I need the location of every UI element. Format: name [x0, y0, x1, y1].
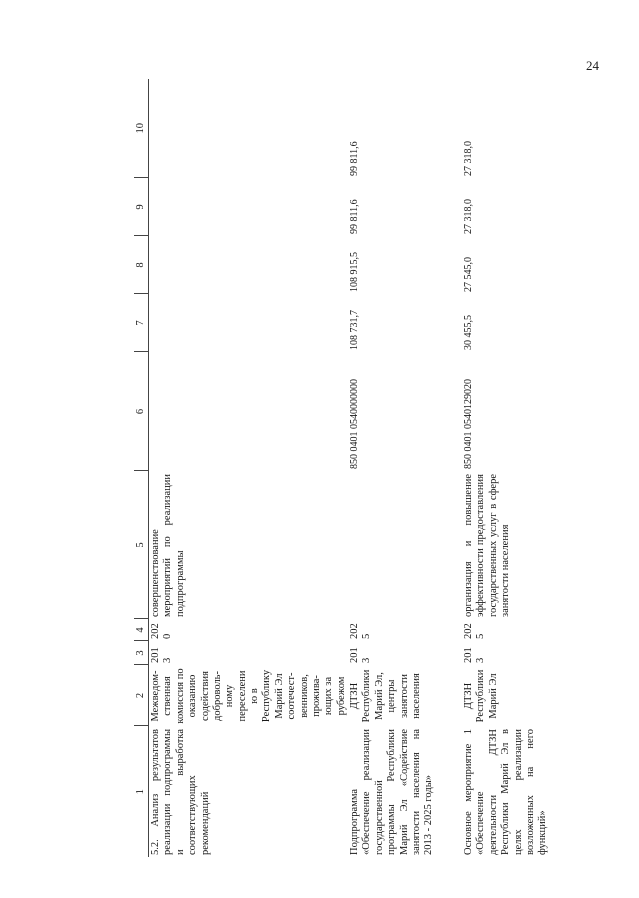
header-col-4: 4 — [134, 619, 149, 641]
table-header-row — [134, 79, 149, 857]
header-col-2: 2 — [134, 665, 149, 726]
header-col-10: 10 — [134, 79, 149, 178]
activity-name: 5.2. Анализ результатов реализации подпрограммы и выработка соответствующих рекомендаций — [150, 729, 211, 855]
rotated-table-sheet — [134, 79, 639, 857]
value-col-8 — [149, 236, 349, 294]
header-col-5: 5 — [134, 471, 149, 619]
table-row — [462, 79, 597, 857]
start-year: 2013 — [150, 647, 174, 663]
value-col-9: 27 318,0 — [463, 199, 474, 234]
value-col-10: 27 318,0 — [463, 141, 474, 176]
table-row — [149, 79, 349, 857]
header-col-3: 3 — [134, 641, 149, 665]
header-col-6: 6 — [134, 352, 149, 471]
end-year: 2025 — [463, 623, 487, 639]
value-col-9: 99 811,6 — [349, 199, 360, 234]
value-col-8: 27 545,0 — [463, 257, 474, 292]
page-number: 24 — [586, 58, 599, 73]
value-col-8: 108 915,5 — [349, 252, 360, 292]
start-year: 2013 — [463, 647, 487, 663]
responsible-executor: ДТЗН Республики Марий Эл — [463, 669, 499, 723]
expected-result: совершенствование мероприятий по реализации подпрограммы — [150, 474, 186, 617]
header-col-1: 1 — [134, 726, 149, 857]
value-col-7: 30 455,5 — [463, 315, 474, 350]
end-year: 2025 — [349, 623, 373, 639]
header-col-7: 7 — [134, 294, 149, 352]
header-col-9: 9 — [134, 178, 149, 236]
value-col-7 — [149, 294, 349, 352]
value-col-10 — [149, 79, 349, 178]
end-year: 2020 — [150, 623, 174, 639]
budget-code — [149, 352, 349, 471]
header-col-8: 8 — [134, 236, 149, 294]
value-col-7: 108 731,7 — [349, 310, 360, 350]
responsible-executor: Межведом-ственная комиссия по оказанию содействия доброволь-ному переселению в Республику Марий Эл соотечест-венников, прожива-ющих за рубежом — [150, 668, 347, 724]
expected-result — [348, 471, 462, 619]
start-year: 2013 — [349, 647, 373, 663]
program-table — [134, 79, 597, 857]
activity-name: Основное мероприятие 1 «Обеспечение деятельности ДТЗН Республики Марий Эл в целях реализации возложенных на него функций» — [463, 729, 549, 855]
responsible-executor: ДТЗН Республики Марий Эл, центры занятости населения — [349, 669, 422, 723]
value-col-10: 99 811,6 — [349, 141, 360, 176]
table-row — [348, 79, 462, 857]
budget-code: 850 0401 0540129020 — [463, 379, 474, 469]
activity-name: Подпрограмма «Обеспечение реализации государственной программы Республики Марий Эл «Содействие занятости населения на 2013 - 2025 годы» — [349, 729, 435, 855]
expected-result: организация и повышение эффективности предоставления государственных услуг в сфере занятости населения — [463, 474, 512, 617]
budget-code: 850 0401 0540000000 — [349, 379, 360, 469]
value-col-9 — [149, 178, 349, 236]
